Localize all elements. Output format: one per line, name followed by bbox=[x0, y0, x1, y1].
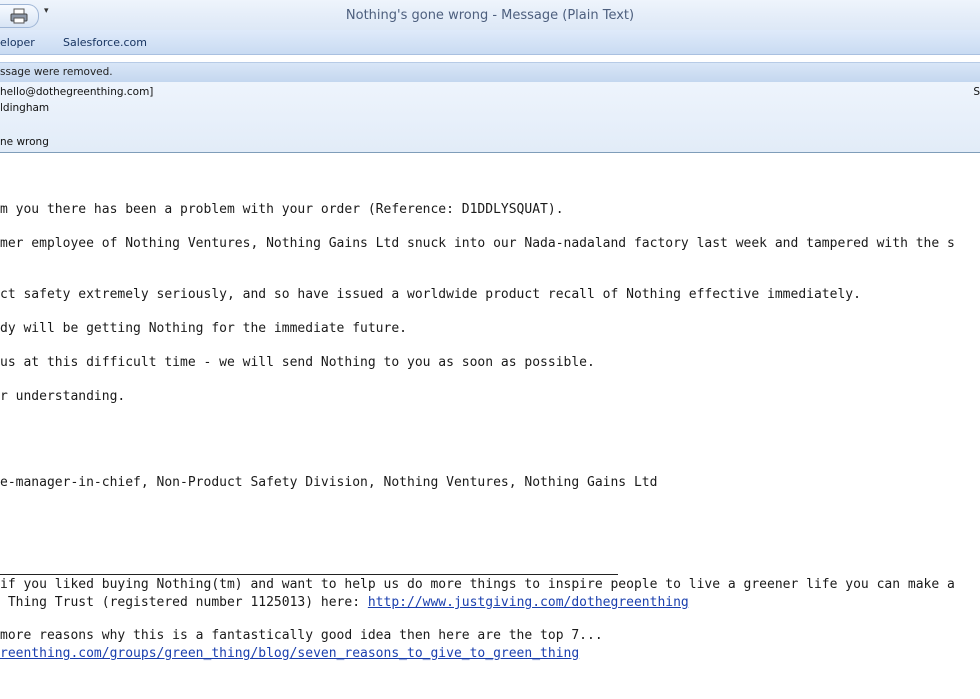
footer-line: if you liked buying Nothing(tm) and want to help us do more things to inspire people to live a greener life you can make a bbox=[0, 577, 955, 592]
info-bar[interactable] bbox=[0, 62, 980, 83]
from-field[interactable]: hello@dothegreenthing.com] bbox=[0, 86, 154, 98]
tab-salesforce[interactable]: Salesforce.com bbox=[63, 36, 147, 49]
tab-developer[interactable]: eloper bbox=[0, 36, 35, 49]
justgiving-link[interactable]: http://www.justgiving.com/dothegreenthing bbox=[367, 595, 689, 610]
seven-reasons-link[interactable]: reenthing.com/groups/green_thing/blog/seven_reasons_to_give_to_green_thing bbox=[0, 646, 580, 661]
info-bar-text: ssage were removed. bbox=[0, 66, 113, 78]
ribbon-tab-bar bbox=[0, 30, 980, 55]
title-bar bbox=[0, 0, 980, 31]
to-field[interactable]: ldingham bbox=[0, 102, 50, 114]
subject-field: ne wrong bbox=[0, 136, 49, 148]
footer-separator bbox=[0, 574, 618, 575]
window-title: Nothing's gone wrong - Message (Plain Text) bbox=[345, 8, 635, 23]
message-header bbox=[0, 82, 980, 153]
footer-line bbox=[0, 646, 980, 661]
body-line: us at this difficult time - we will send Nothing to you as soon as possible. bbox=[0, 355, 595, 370]
signature-line: e-manager-in-chief, Non-Product Safety Division, Nothing Ventures, Nothing Gains Ltd bbox=[0, 475, 658, 490]
body-line: m you there has been a problem with your order (Reference: D1DDLYSQUAT). bbox=[0, 202, 564, 217]
footer-line: more reasons why this is a fantastically good idea then here are the top 7... bbox=[0, 628, 603, 643]
body-line: r understanding. bbox=[0, 389, 126, 404]
body-line: ct safety extremely seriously, and so have issued a worldwide product recall of Nothing effective immediately. bbox=[0, 287, 861, 302]
qat-dropdown-icon[interactable]: ▾ bbox=[44, 6, 49, 16]
footer-text: Thing Trust (registered number 1125013) here: bbox=[0, 595, 368, 610]
sent-label-fragment: S bbox=[973, 86, 980, 98]
body-line: dy will be getting Nothing for the immediate future. bbox=[0, 321, 407, 336]
body-line: mer employee of Nothing Ventures, Nothing Gains Ltd snuck into our Nada-nadaland factory last week and tampered with the s bbox=[0, 236, 955, 251]
footer-line bbox=[0, 595, 980, 610]
